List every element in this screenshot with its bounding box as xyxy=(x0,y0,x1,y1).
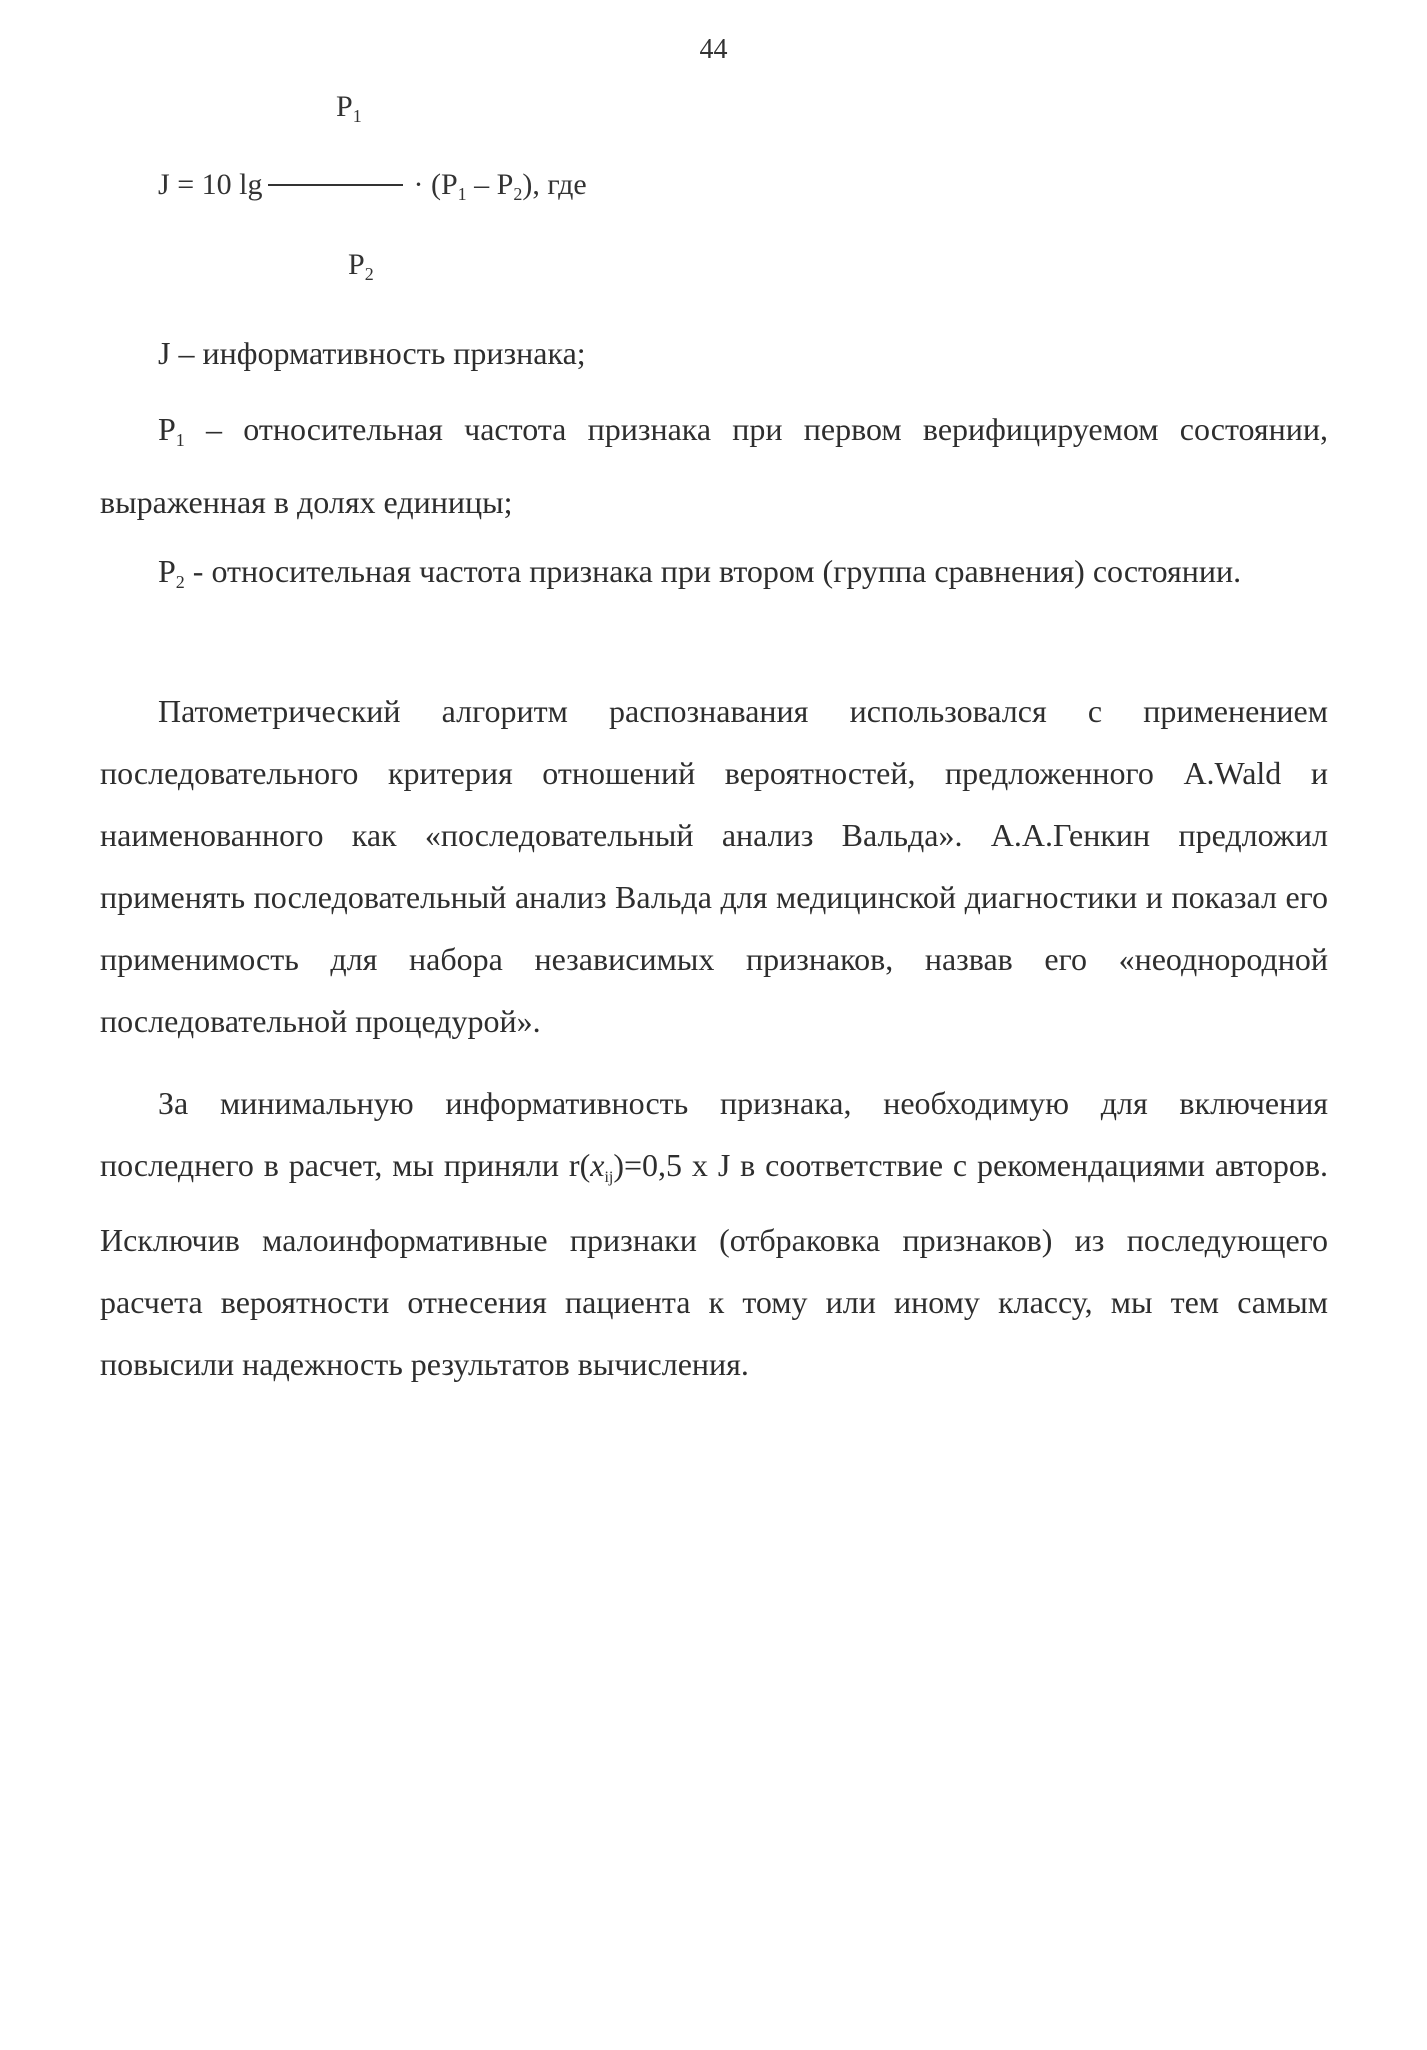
formula-paren-close: ), где xyxy=(522,168,587,201)
fraction-bar xyxy=(268,184,403,186)
formula-times: · xyxy=(413,168,424,201)
definition-p1-sub: 1 xyxy=(175,430,185,450)
paragraph-wald: Патометрический алгоритм распознавания использовался с применением последовательного критерия отношений вероятностей, предложенного A.Wald и наименованного как «последовательный анализ Вальда». А.А.Генкин предложил применять последовательный анализ Вальда для медицинской диагностики и показал его применимость для набора независимых признаков, назвав его «неоднородной последовательной процедурой». xyxy=(100,693,1328,1039)
paragraph-informativeness-after: )=0,5 x J в соответствие с рекомендациями авторов. Исключив малоинформативные признаки (отбраковка признаков) из последующего расчета вероятности отнесения пациента к тому или иному классу, мы тем самым повысили надежность результатов вычисления. xyxy=(100,1147,1329,1382)
definition-p2-symbol: P xyxy=(158,553,176,589)
formula-eq: = xyxy=(177,168,195,201)
formula-numerator-sub: 1 xyxy=(352,106,362,126)
math-variable-sub: ij xyxy=(604,1169,614,1186)
definition-p1-text: – относительная частота признака при первом верифицируемом состоянии, выраженная в долях единицы; xyxy=(100,411,1328,520)
page-number: 44 xyxy=(699,34,728,65)
paragraph-informativeness xyxy=(100,1072,1328,1395)
formula-numerator xyxy=(336,90,362,127)
definition-p2-sub: 2 xyxy=(175,572,185,592)
formula-p2-sub: 2 xyxy=(513,184,523,204)
definition-j: J – информативность признака; xyxy=(158,335,586,371)
formula-lhs: J xyxy=(158,168,170,201)
formula-p1-sub: 1 xyxy=(457,184,467,204)
formula-denominator-symbol: P xyxy=(348,248,365,281)
formula-denominator xyxy=(348,248,374,285)
definition-p1 xyxy=(100,398,1328,533)
formula-minus: – P xyxy=(466,168,514,201)
definition-p2-text: - относительная частота признака при втором (группа сравнения) состоянии. xyxy=(184,553,1242,589)
paragraph-informativeness-before: За минимальную информативность признака, необходимую для включения последнего в расчет, мы приняли r( xyxy=(100,1085,1328,1183)
math-variable-x: x xyxy=(590,1147,605,1183)
formula-coef: 10 lg xyxy=(201,168,263,201)
formula-paren-open: (P xyxy=(430,168,458,201)
definition-p1-symbol: P xyxy=(158,411,176,447)
definition-p2 xyxy=(100,540,1328,613)
formula-main-line xyxy=(158,168,587,205)
formula-numerator-symbol: P xyxy=(336,90,353,123)
formula-denominator-sub: 2 xyxy=(364,264,374,284)
